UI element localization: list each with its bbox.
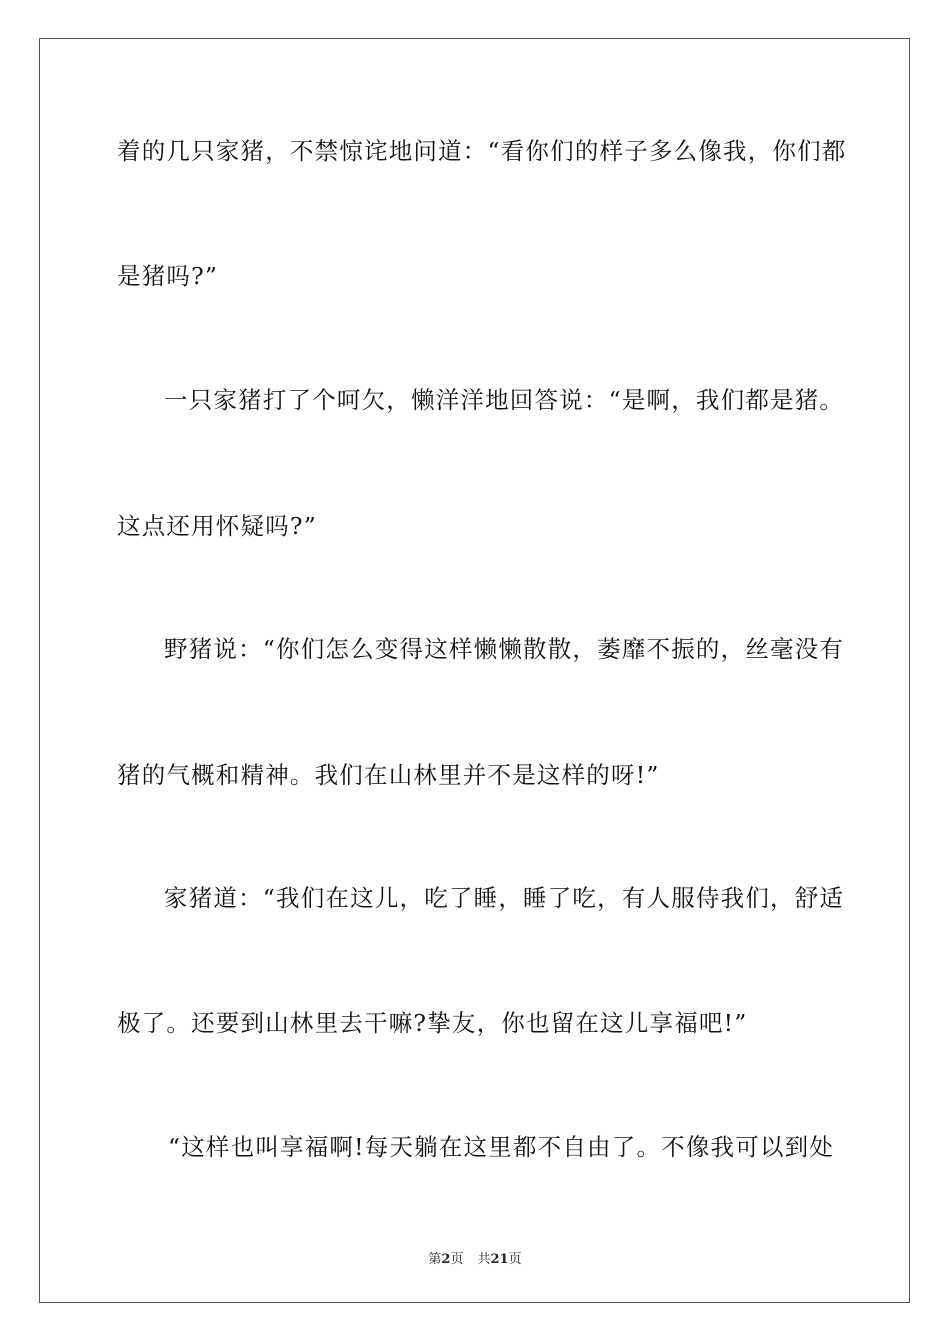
text-line: 这点还用怀疑吗?”	[117, 512, 317, 540]
text-line: 一只家猪打了个呵欠，懒洋洋地回答说：“是啊，我们都是猪。	[164, 386, 845, 414]
text-line: “这样也叫享福啊!每天躺在这里都不自由了。不像我可以到处	[168, 1133, 835, 1161]
page-footer	[0, 1248, 950, 1267]
text-line: 是猪吗?”	[117, 262, 219, 290]
text-line: 家猪道：“我们在这儿，吃了睡，睡了吃，有人服侍我们，舒适	[164, 884, 845, 912]
total-suffix: 页	[508, 1252, 522, 1267]
page-prefix: 第	[428, 1252, 442, 1267]
total-prefix: 共	[477, 1252, 491, 1267]
text-line: 极了。还要到山林里去干嘛?挚友，你也留在这儿享福吧!”	[117, 1009, 748, 1037]
page-number: 2	[441, 1252, 451, 1267]
text-line: 着的几只家猪，不禁惊诧地问道：“看你们的样子多么像我，你们都	[117, 137, 847, 165]
text-line: 野猪说：“你们怎么变得这样懒懒散散，萎靡不振的，丝毫没有	[164, 635, 845, 663]
page-border	[39, 38, 910, 1303]
page-suffix: 页	[450, 1252, 464, 1267]
total-pages: 21	[490, 1252, 509, 1267]
text-line: 猪的气概和精神。我们在山林里并不是这样的呀!”	[117, 761, 660, 789]
